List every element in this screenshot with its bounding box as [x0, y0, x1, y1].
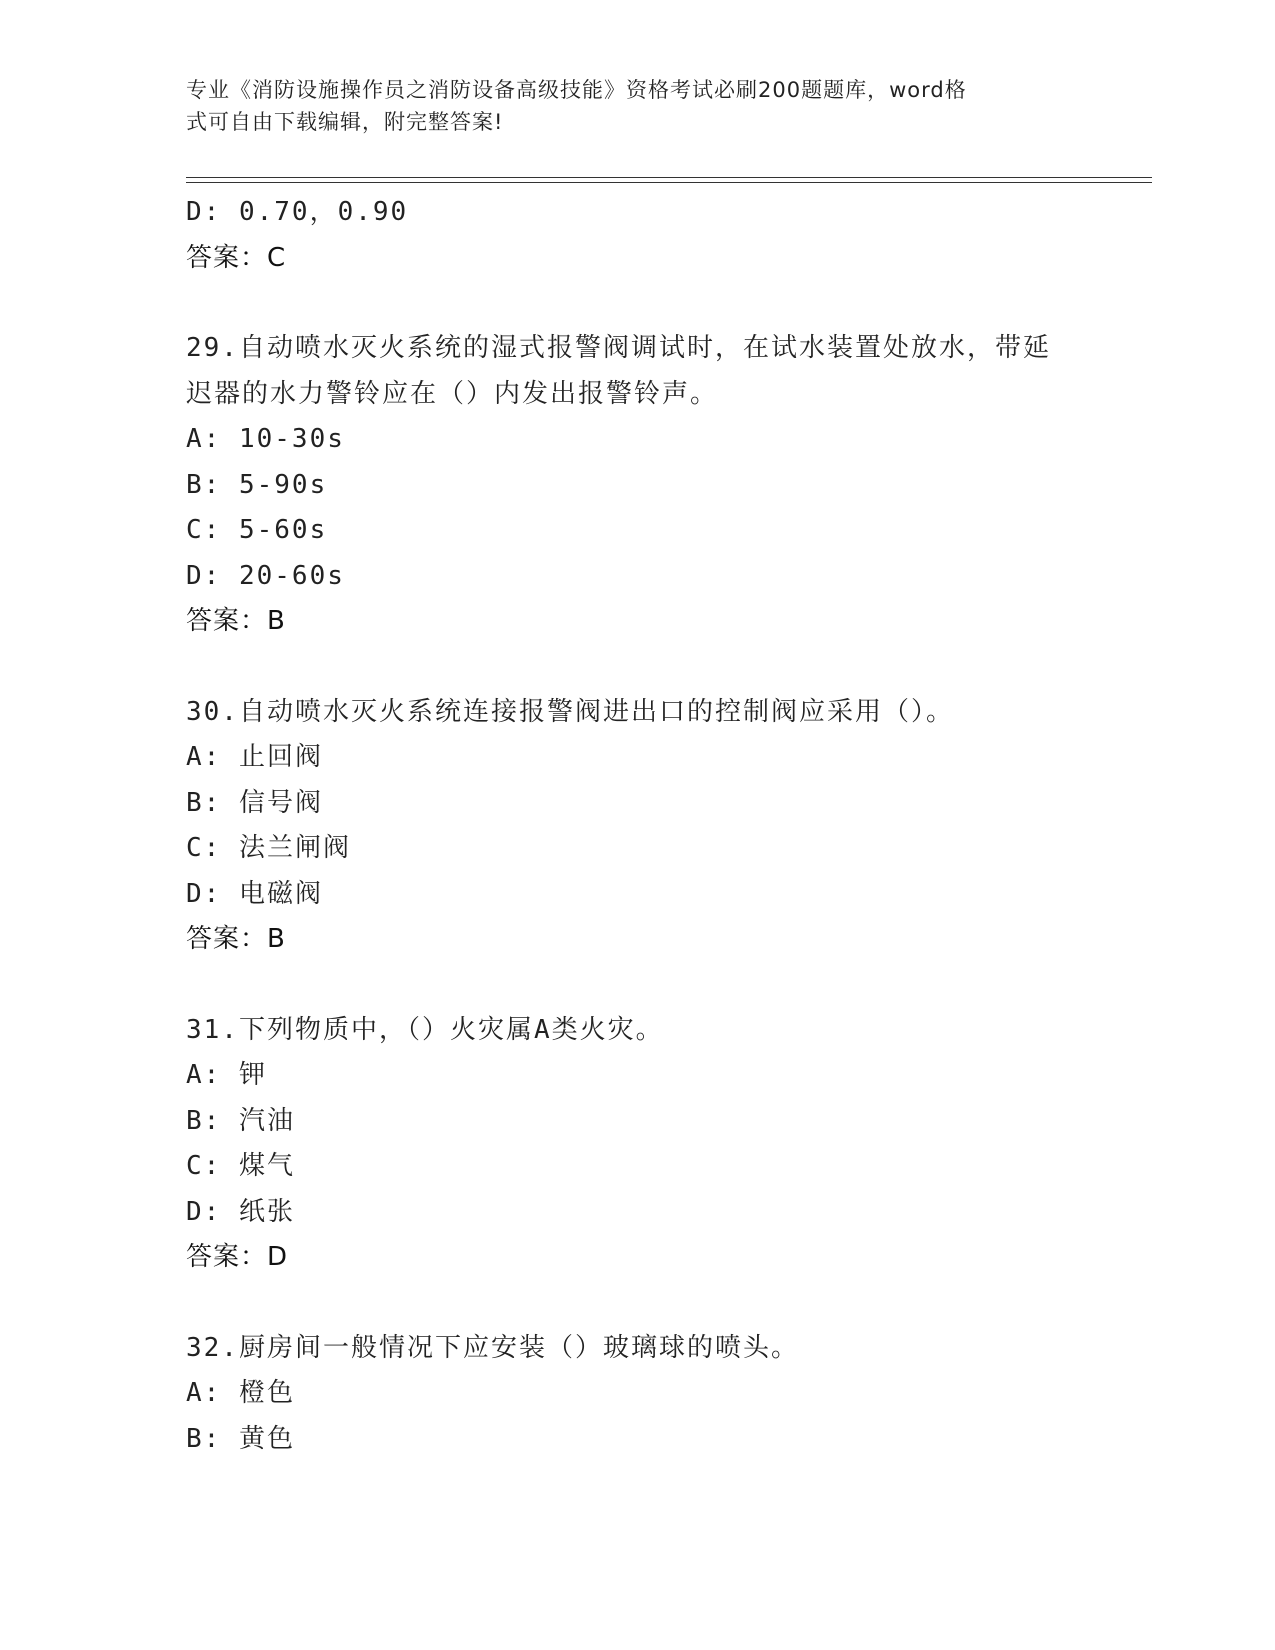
option-b: B: 汽油	[186, 1105, 295, 1136]
option-b: B: 黄色	[186, 1423, 295, 1454]
question-text-line-1: 32.厨房间一般情况下应安装（）玻璃球的喷头。	[186, 1332, 799, 1363]
option-c: C: 煤气	[186, 1151, 295, 1181]
header-line-2: 式可自由下载编辑，附完整答案!	[186, 110, 504, 134]
option-c: C: 5-60s	[186, 515, 328, 545]
document-header	[186, 74, 1066, 138]
header-divider-bottom	[186, 182, 1152, 183]
question-text-line-1: 29.自动喷水灭火系统的湿式报警阀调试时，在试水装置处放水，带延	[186, 333, 1051, 363]
option-b: B: 5-90s	[186, 469, 328, 500]
answer-line: 答案：D	[186, 1242, 289, 1272]
spacer	[186, 281, 1086, 326]
spacer	[186, 963, 1086, 1008]
option-d: D: 20-60s	[186, 560, 345, 591]
question-text-line-1: 31.下列物质中，（）火灾属A类火灾。	[186, 1014, 664, 1045]
option-a: A: 钾	[186, 1060, 267, 1090]
spacer	[186, 645, 1086, 690]
question-text-line-1: 30.自动喷水灭火系统连接报警阀进出口的控制阀应采用（）。	[186, 696, 954, 727]
option-d: D: 0.70，0.90	[186, 197, 409, 227]
question-32	[186, 1326, 1086, 1463]
option-d: D: 电磁阀	[186, 878, 323, 909]
option-a: A: 止回阀	[186, 742, 323, 772]
answer-line: 答案：B	[186, 606, 286, 636]
option-d: D: 纸张	[186, 1196, 295, 1227]
question-29	[186, 326, 1086, 645]
header-divider-top	[186, 177, 1152, 178]
spacer	[186, 1281, 1086, 1326]
option-a: A: 橙色	[186, 1378, 295, 1408]
option-c: C: 法兰闸阀	[186, 833, 351, 863]
option-b: B: 信号阀	[186, 787, 323, 818]
answer-line: 答案：B	[186, 924, 286, 954]
question-text-line-2: 迟器的水力警铃应在（）内发出报警铃声。	[186, 378, 719, 409]
question-31	[186, 1008, 1086, 1281]
question-30	[186, 690, 1086, 963]
answer-line: 答案：C	[186, 242, 287, 273]
question-content	[186, 190, 1086, 1462]
header-line-1: 专业《消防设施操作员之消防设备高级技能》资格考试必刷200题题库，word格	[186, 78, 967, 102]
option-a: A: 10-30s	[186, 424, 345, 454]
carryover-block	[186, 190, 1086, 281]
